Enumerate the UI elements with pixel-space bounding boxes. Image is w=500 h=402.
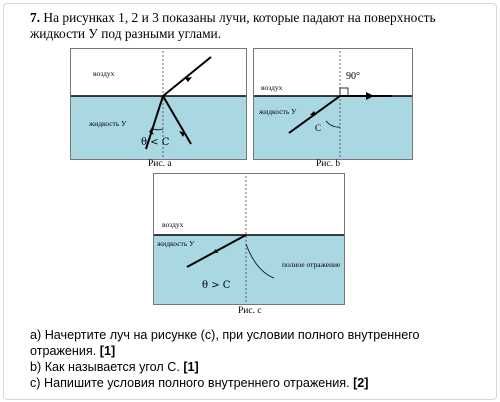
task-a-points: [1] <box>99 344 116 358</box>
figure-a <box>70 48 247 160</box>
right-angle-mark <box>340 88 348 96</box>
reflection-label: полное отражение <box>282 260 341 269</box>
task-a <box>30 327 470 359</box>
air-label: воздух <box>162 220 184 229</box>
task-list <box>30 327 470 391</box>
task-c-text: c) Напишите условия полного внутреннего отражения. <box>30 376 350 390</box>
caption-b: Рис. b <box>316 159 341 169</box>
question-line2: жидкости У под разными углами. <box>30 26 222 41</box>
caption-a: Рис. а <box>148 159 172 169</box>
question-number: 7. <box>30 10 41 25</box>
liquid-label: жидкость У <box>89 119 127 128</box>
caption-c: Рис. с <box>238 306 262 316</box>
task-b <box>30 359 470 375</box>
question-line1: На рисунках 1, 2 и 3 показаны лучи, которые падают на поверхность <box>43 10 436 25</box>
air-label: воздух <box>93 69 115 78</box>
question-text <box>30 10 470 42</box>
angle-label: θ < C <box>141 137 170 148</box>
task-a-line1: a) Начертите луч на рисунке (с), при условии полного внутреннего <box>30 328 420 342</box>
task-a-line2: отражения. <box>30 344 97 358</box>
right-angle-label: 90° <box>346 71 360 82</box>
figure-b-diagram <box>254 49 412 159</box>
task-c <box>30 375 470 391</box>
figure-c <box>153 173 345 305</box>
air-label: воздух <box>261 83 283 92</box>
figure-b <box>253 48 413 160</box>
angle-label: θ > C <box>202 280 231 291</box>
task-b-text: b) Как называется угол С. <box>30 360 180 374</box>
liquid-region <box>254 96 412 159</box>
task-b-points: [1] <box>183 360 199 374</box>
incident-ray <box>163 57 211 96</box>
task-c-points: [2] <box>353 376 369 390</box>
liquid-label: жидкость У <box>157 239 195 248</box>
angle-label: C <box>315 123 322 133</box>
liquid-label: жидкость У <box>259 107 297 116</box>
